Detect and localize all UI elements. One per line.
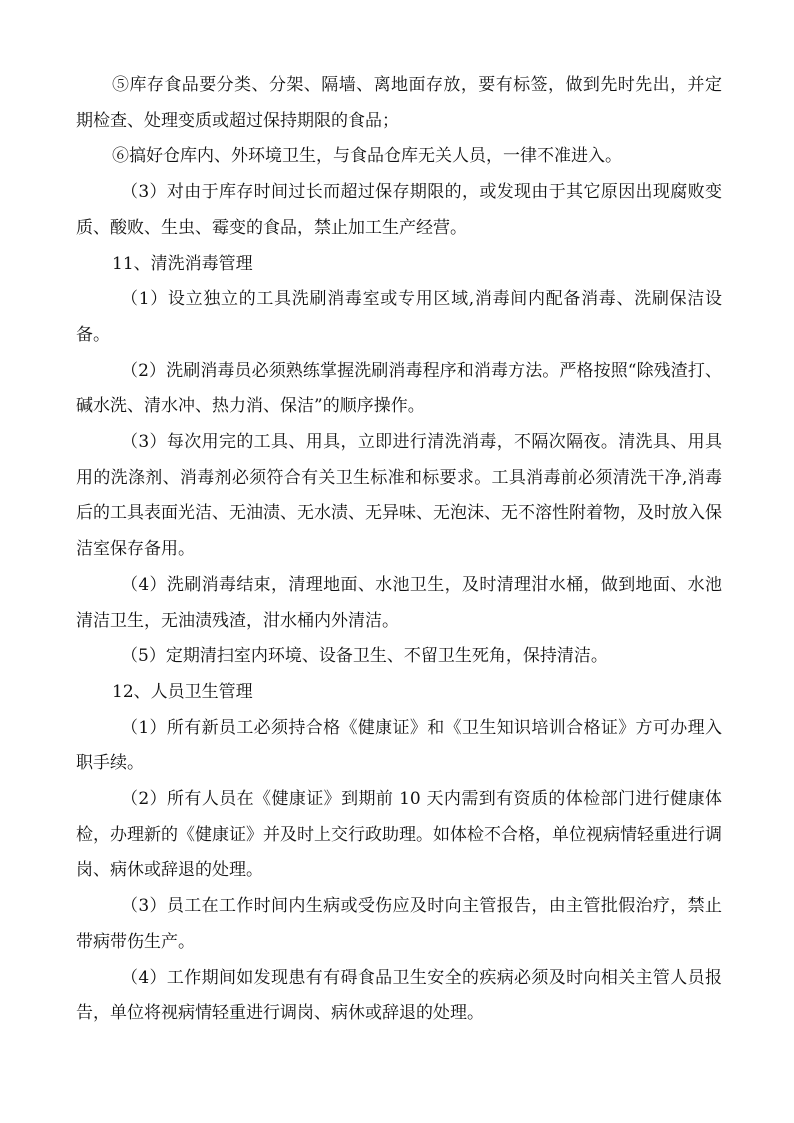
- paragraph-personnel-4: （4）工作期间如发现患有有碍食品卫生安全的疾病必须及时向相关主管人员报告，单位将视病情轻重进行调岗、病休或辞退的处理。: [76, 967, 722, 1024]
- paragraph-item-5: ⑤库存食品要分类、分架、隔墙、离地面存放，要有标签，做到先时先出，并定期检查、处理变质或超过保持期限的食品；: [76, 75, 722, 131]
- paragraph-personnel-1: （1）所有新员工必须持合格《健康证》和《卫生知识培训合格证》方可办理入职手续。: [76, 717, 722, 774]
- paragraph-storage-3: （3）对由于库存时间过长而超过保存期限的，或发现由于其它原因出现腐败变质、酸败、生虫、霉变的食品，禁止加工生产经营。: [76, 182, 722, 238]
- document-page: [76, 68, 722, 1032]
- paragraph-personnel-3: （3）员工在工作时间内生病或受伤应及时向主管报告，由主管批假治疗，禁止带病带伤生产。: [76, 896, 722, 952]
- paragraph-cleaning-5: （5）定期清扫室内环境、设备卫生、不留卫生死角，保持清洁。: [121, 646, 608, 667]
- section-heading-11: 11、清洗消毒管理: [112, 253, 253, 274]
- paragraph-personnel-2: （2）所有人员在《健康证》到期前 10 天内需到有资质的体检部门进行健康体检，办理新的《健康证》并及时上交行政助理。如体检不合格，单位视病情轻重进行调岗、病休或辞退的处理。: [76, 789, 722, 881]
- paragraph-cleaning-3: （3）每次用完的工具、用具，立即进行清洗消毒，不隔次隔夜。清洗具、用具用的洗涤剂、消毒剂必须符合有关卫生标准和标要求。工具消毒前必须清洗干净,消毒后的工具表面光洁、无油渍、无水渍、无异味、无泡沫、无不溶性附着物，及时放入保洁室保存备用。: [76, 432, 722, 560]
- paragraph-cleaning-2: （2）洗刷消毒员必须熟练掌握洗刷消毒程序和消毒方法。严格按照“除残渣打、碱水洗、清水冲、热力消、保洁”的顺序操作。: [76, 360, 722, 417]
- paragraph-cleaning-4: （4）洗刷消毒结束，清理地面、水池卫生，及时清理泔水桶，做到地面、水池清洁卫生，无油渍残渣，泔水桶内外清洁。: [76, 574, 722, 631]
- section-heading-12: 12、人员卫生管理: [112, 681, 253, 702]
- paragraph-item-6: ⑥搞好仓库内、外环境卫生，与食品仓库无关人员，一律不准进入。: [112, 146, 622, 167]
- paragraph-cleaning-1: （1）设立独立的工具洗刷消毒室或专用区域,消毒间内配备消毒、洗刷保洁设备。: [76, 289, 722, 345]
